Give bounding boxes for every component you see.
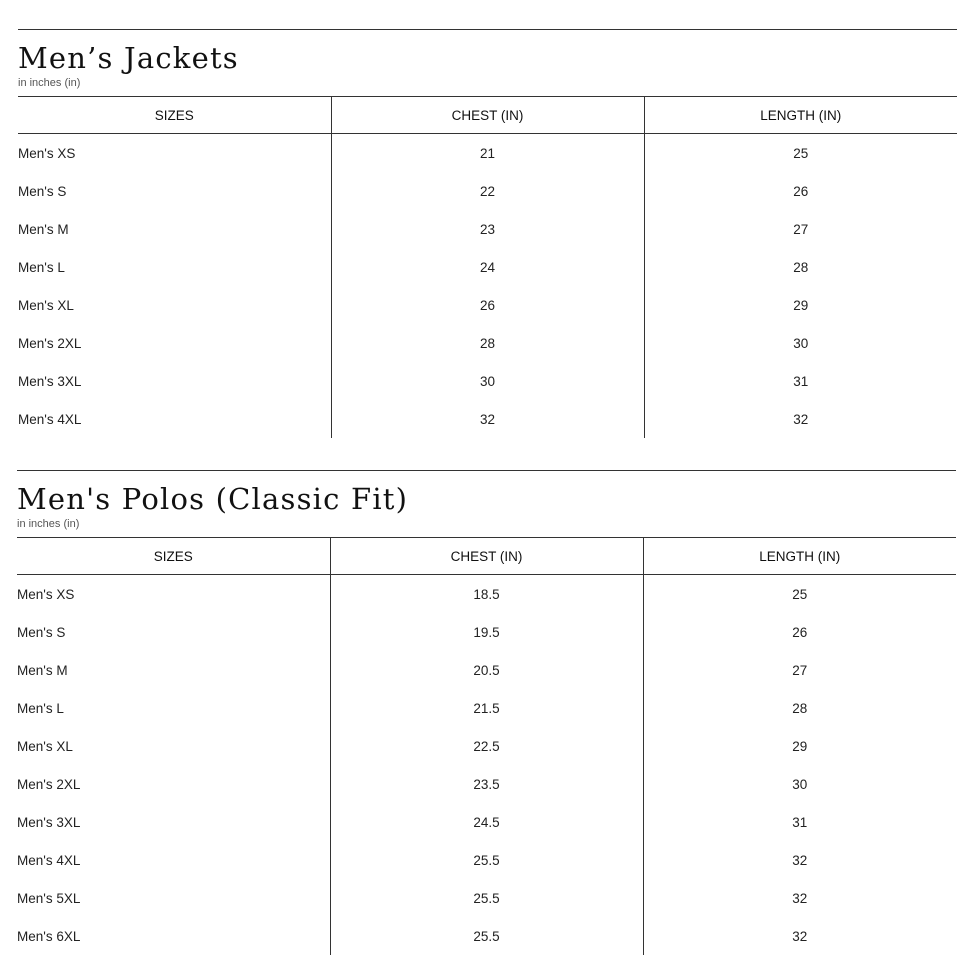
length-cell: 30	[643, 765, 956, 803]
chest-cell: 18.5	[330, 575, 643, 614]
length-cell: 25	[643, 575, 956, 614]
size-cell: Men's M	[18, 221, 69, 237]
table-row	[17, 917, 956, 955]
size-cell: Men's XS	[17, 586, 75, 602]
chest-cell: 25.5	[330, 917, 643, 955]
table-row	[17, 841, 956, 879]
chest-cell: 25.5	[330, 841, 643, 879]
table-row	[18, 400, 957, 438]
section-title: Men's Polos (Classic Fit)	[17, 482, 409, 516]
table-row	[17, 651, 956, 689]
size-cell: Men's 6XL	[17, 928, 81, 944]
table-row	[17, 575, 956, 614]
column-header-sizes: SIZES	[17, 538, 330, 575]
table-header-row	[18, 97, 957, 134]
unit-note: in inches (in)	[17, 518, 80, 530]
chest-cell: 30	[331, 362, 644, 400]
size-cell: Men's XL	[18, 297, 74, 313]
unit-note: in inches (in)	[18, 77, 81, 89]
length-cell: 31	[644, 362, 957, 400]
size-cell: Men's M	[17, 662, 68, 678]
size-cell: Men's L	[18, 259, 65, 275]
length-cell: 28	[643, 689, 956, 727]
column-header-chest: CHEST (IN)	[330, 538, 643, 575]
table-row	[17, 727, 956, 765]
chest-cell: 28	[331, 324, 644, 362]
length-cell: 32	[644, 400, 957, 438]
column-header-chest: CHEST (IN)	[331, 97, 644, 134]
table-row	[17, 803, 956, 841]
size-cell: Men's S	[18, 183, 67, 199]
table-row	[18, 210, 957, 248]
length-cell: 30	[644, 324, 957, 362]
table-row	[18, 324, 957, 362]
section-title: Men’s Jackets	[18, 41, 239, 75]
chest-cell: 22	[331, 172, 644, 210]
size-cell: Men's 4XL	[17, 852, 81, 868]
chest-cell: 25.5	[330, 879, 643, 917]
size-cell: Men's 4XL	[18, 411, 82, 427]
polos-section	[17, 470, 956, 955]
length-cell: 26	[643, 613, 956, 651]
length-cell: 25	[644, 134, 957, 173]
length-cell: 27	[644, 210, 957, 248]
table-row	[17, 765, 956, 803]
table-row	[18, 286, 957, 324]
table-row	[17, 613, 956, 651]
polos-size-table	[17, 537, 956, 955]
length-cell: 29	[644, 286, 957, 324]
chest-cell: 24	[331, 248, 644, 286]
table-row	[17, 689, 956, 727]
size-cell: Men's 3XL	[18, 373, 82, 389]
table-row	[18, 362, 957, 400]
chest-cell: 24.5	[330, 803, 643, 841]
chest-cell: 23.5	[330, 765, 643, 803]
table-header-row	[17, 538, 956, 575]
column-header-sizes: SIZES	[18, 97, 331, 134]
length-cell: 26	[644, 172, 957, 210]
length-cell: 29	[643, 727, 956, 765]
size-cell: Men's XL	[17, 738, 73, 754]
size-cell: Men's S	[17, 624, 66, 640]
size-cell: Men's 5XL	[17, 890, 81, 906]
length-cell: 32	[643, 841, 956, 879]
chest-cell: 21	[331, 134, 644, 173]
chest-cell: 23	[331, 210, 644, 248]
chest-cell: 26	[331, 286, 644, 324]
chest-cell: 22.5	[330, 727, 643, 765]
length-cell: 28	[644, 248, 957, 286]
chest-cell: 21.5	[330, 689, 643, 727]
chest-cell: 19.5	[330, 613, 643, 651]
length-cell: 27	[643, 651, 956, 689]
table-row	[18, 134, 957, 173]
size-cell: Men's 2XL	[18, 335, 82, 351]
length-cell: 32	[643, 879, 956, 917]
length-cell: 32	[643, 917, 956, 955]
column-header-length: LENGTH (IN)	[643, 538, 956, 575]
column-header-length: LENGTH (IN)	[644, 97, 957, 134]
size-cell: Men's L	[17, 700, 64, 716]
table-row	[18, 248, 957, 286]
length-cell: 31	[643, 803, 956, 841]
chest-cell: 32	[331, 400, 644, 438]
size-cell: Men's 3XL	[17, 814, 81, 830]
jackets-size-table	[18, 96, 957, 438]
chest-cell: 20.5	[330, 651, 643, 689]
table-row	[18, 172, 957, 210]
size-cell: Men's XS	[18, 145, 76, 161]
table-row	[17, 879, 956, 917]
jackets-section	[18, 29, 957, 438]
size-cell: Men's 2XL	[17, 776, 81, 792]
